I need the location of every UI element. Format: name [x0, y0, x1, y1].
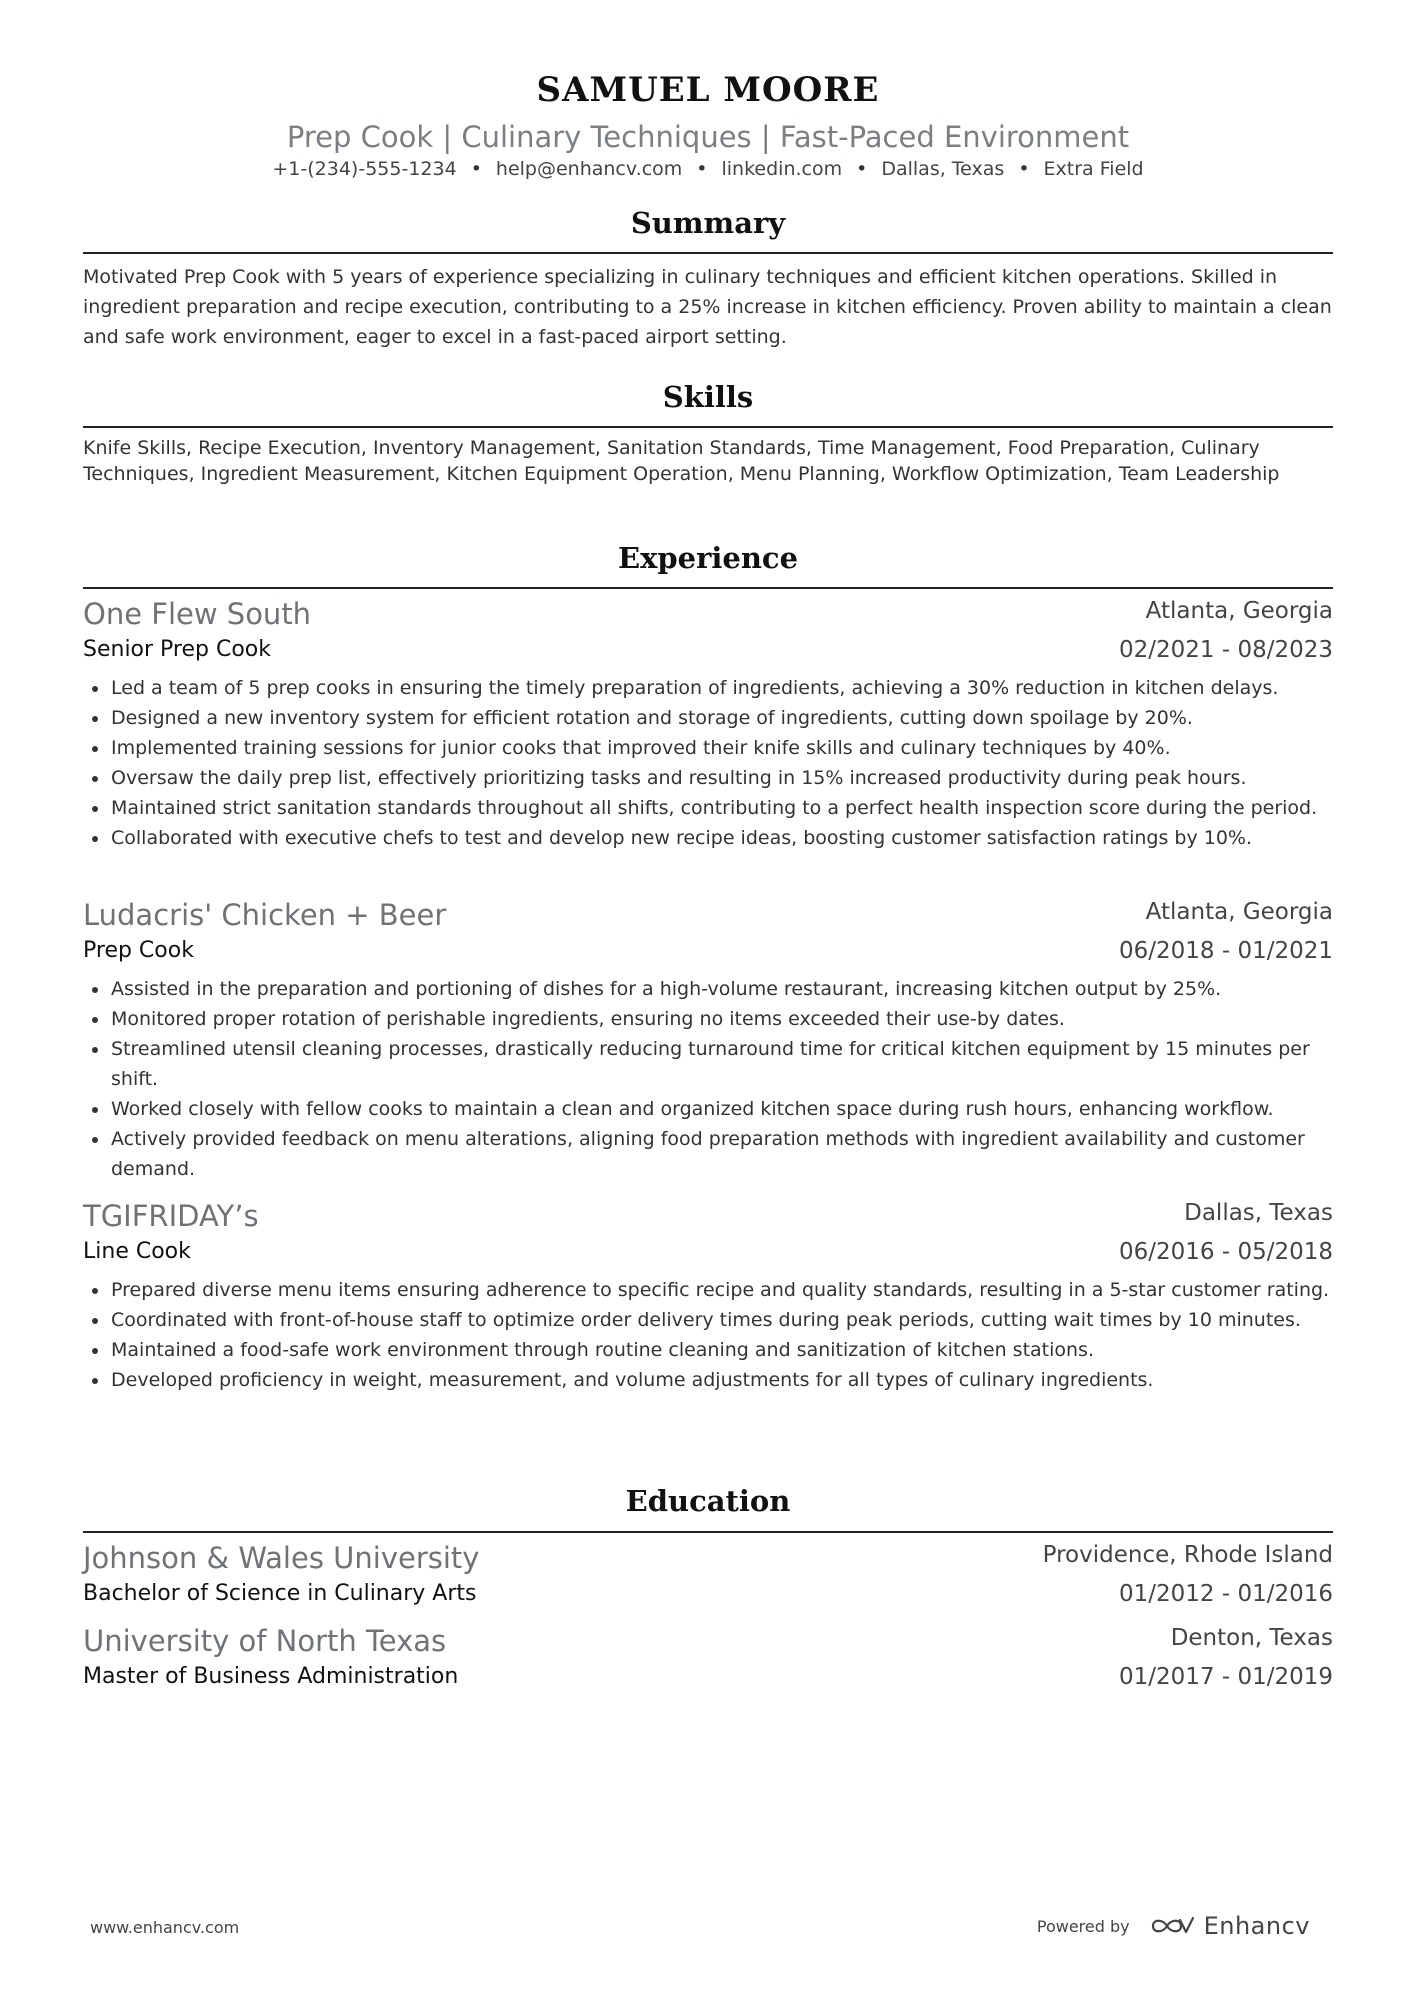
school-dates: 01/2012 - 01/2016	[1118, 1581, 1333, 1607]
separator-dot: •	[696, 158, 708, 180]
job-bullet: Maintained a food-safe work environment through routine cleaning and sanitization of kitchen stations.	[83, 1335, 1333, 1365]
job-bullet: Implemented training sessions for junior cooks that improved their knife skills and culinary techniques by 40%.	[83, 733, 1333, 763]
job-bullet: Worked closely with fellow cooks to maintain a clean and organized kitchen space during rush hours, enhancing workflow.	[83, 1094, 1333, 1124]
summary-text: Motivated Prep Cook with 5 years of experience specializing in culinary techniques and efficient kitchen operations. Skilled in ingredient preparation and recipe execution, contributing to a 25% increase in kitchen efficiency. Proven ability to maintain a clean and safe work environment, eager to excel in a fast-paced airport setting.	[83, 266, 1332, 348]
school-location: Denton, Texas	[1170, 1625, 1333, 1651]
school-dates: 01/2017 - 01/2019	[1118, 1664, 1333, 1690]
summary-heading: Summary	[630, 206, 786, 240]
contact-linkedin[interactable]: linkedin.com	[721, 158, 843, 180]
job-bullet-list	[83, 673, 1333, 853]
job-location: Atlanta, Georgia	[1145, 899, 1333, 925]
job-dates: 02/2021 - 08/2023	[1118, 637, 1333, 663]
contact-extra-field: Extra Field	[1043, 158, 1144, 180]
separator-dot: •	[1018, 158, 1030, 180]
job-company: One Flew South	[83, 597, 312, 631]
candidate-tagline: Prep Cook | Culinary Techniques | Fast-Paced Environment	[286, 120, 1130, 154]
contact-email[interactable]: help@enhancv.com	[495, 158, 683, 180]
experience-divider	[83, 587, 1333, 589]
job-bullet: Monitored proper rotation of perishable ingredients, ensuring no items exceeded their use-by dates.	[83, 1004, 1333, 1034]
job-role: Line Cook	[83, 1239, 191, 1264]
job-bullet: Collaborated with executive chefs to test and develop new recipe ideas, boosting customer satisfaction ratings by 10%.	[83, 823, 1333, 853]
school-subheader	[83, 1581, 1333, 1615]
school-name: Johnson & Wales University	[83, 1541, 480, 1575]
school-name: University of North Texas	[83, 1624, 447, 1658]
school-subheader	[83, 1664, 1333, 1698]
job-subheader	[83, 1239, 1333, 1273]
skills-heading: Skills	[662, 380, 754, 414]
skills-text: Knife Skills, Recipe Execution, Inventory Management, Sanitation Standards, Time Management, Food Preparation, Culinary Techniques, Ingredient Measurement, Kitchen Equipment Operation, Menu Planning, Workflow Optimization, Team Leadership	[83, 437, 1280, 485]
job-header	[83, 597, 1333, 631]
school-header	[83, 1541, 1333, 1575]
job-bullet-list	[83, 974, 1333, 1184]
brand-name: Enhancv	[1203, 1912, 1310, 1940]
job-bullet: Prepared diverse menu items ensuring adherence to specific recipe and quality standards, resulting in a 5-star customer rating.	[83, 1275, 1333, 1305]
job-company: Ludacris' Chicken + Beer	[83, 898, 447, 932]
job-location: Atlanta, Georgia	[1145, 598, 1333, 624]
job-bullet: Assisted in the preparation and portioning of dishes for a high-volume restaurant, increasing kitchen output by 25%.	[83, 974, 1333, 1004]
job-dates: 06/2018 - 01/2021	[1118, 938, 1333, 964]
job-bullet: Designed a new inventory system for efficient rotation and storage of ingredients, cutting down spoilage by 20%.	[83, 703, 1333, 733]
job-bullet: Led a team of 5 prep cooks in ensuring the timely preparation of ingredients, achieving a 30% reduction in kitchen delays.	[83, 673, 1333, 703]
footer-branding	[1037, 1908, 1310, 1944]
job-bullet: Coordinated with front-of-house staff to optimize order delivery times during peak periods, cutting wait times by 10 minutes.	[83, 1305, 1333, 1335]
job-role: Prep Cook	[83, 938, 194, 963]
footer-website-link[interactable]: www.enhancv.com	[90, 1918, 240, 1937]
contact-line	[83, 158, 1333, 180]
school-degree: Master of Business Administration	[83, 1664, 459, 1689]
contact-location: Dallas, Texas	[881, 158, 1005, 180]
enhancv-brand[interactable]	[1150, 1912, 1310, 1940]
powered-by-label: Powered by	[1036, 1916, 1130, 1936]
school-location: Providence, Rhode Island	[1042, 1542, 1333, 1568]
contact-phone[interactable]: +1-(234)-555-1234	[272, 158, 457, 180]
job-company: TGIFRIDAY’s	[83, 1199, 259, 1233]
job-bullet: Oversaw the daily prep list, effectively prioritizing tasks and resulting in 15% increased productivity during peak hours.	[83, 763, 1333, 793]
separator-dot: •	[470, 158, 482, 180]
education-heading: Education	[625, 1484, 791, 1518]
job-subheader	[83, 637, 1333, 671]
job-subheader	[83, 938, 1333, 972]
experience-heading: Experience	[617, 541, 799, 575]
enhancv-logo-icon	[1150, 1914, 1196, 1938]
school-degree: Bachelor of Science in Culinary Arts	[83, 1581, 477, 1606]
job-header	[83, 1199, 1333, 1233]
candidate-name: SAMUEL MOORE	[536, 70, 880, 110]
education-divider	[83, 1531, 1333, 1533]
job-bullet: Maintained strict sanitation standards throughout all shifts, contributing to a perfect health inspection score during the period.	[83, 793, 1333, 823]
school-header	[83, 1624, 1333, 1658]
summary-divider	[83, 252, 1333, 254]
separator-dot: •	[856, 158, 868, 180]
job-bullet: Streamlined utensil cleaning processes, drastically reducing turnaround time for critical kitchen equipment by 15 minutes per shift.	[83, 1034, 1333, 1094]
skills-divider	[83, 426, 1333, 428]
job-bullet-list	[83, 1275, 1333, 1395]
job-bullet: Developed proficiency in weight, measurement, and volume adjustments for all types of culinary ingredients.	[83, 1365, 1333, 1395]
job-header	[83, 898, 1333, 932]
job-role: Senior Prep Cook	[83, 637, 272, 662]
job-dates: 06/2016 - 05/2018	[1118, 1239, 1333, 1265]
job-location: Dallas, Texas	[1184, 1200, 1333, 1226]
job-bullet: Actively provided feedback on menu alterations, aligning food preparation methods with ingredient availability and customer demand.	[83, 1124, 1333, 1184]
